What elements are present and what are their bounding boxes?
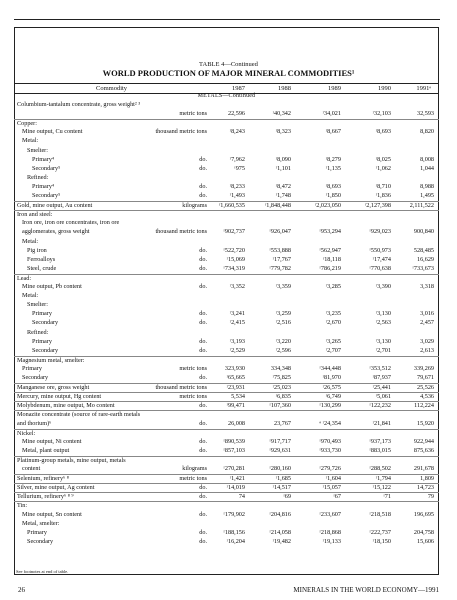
cell-1989: ʳ3,265 [325, 337, 341, 345]
row-label: Tellurium, refinery⁶ ⁸ ⁹ [17, 493, 74, 501]
running-title: MINERALS IN THE WORLD ECONOMY—1991 [293, 586, 439, 594]
row-label: Mine output, Pb content [22, 283, 82, 290]
cell-1990: ʳ5,061 [375, 393, 391, 401]
row-label: Primary [32, 337, 52, 345]
table-row [14, 119, 439, 128]
row-unit: do. [199, 310, 207, 318]
row-unit: do. [199, 346, 207, 354]
cell-1988: ʳ917,717 [269, 437, 291, 445]
cell-1991: 8,820 [420, 128, 434, 136]
cell-1988: ʳ214,058 [269, 528, 291, 536]
cell-1990: ʳ17,474 [372, 255, 391, 263]
cell-1990: ʳ18,150 [372, 537, 391, 545]
cell-1987: 5,534 [231, 393, 245, 401]
row-unit: do. [199, 419, 207, 427]
row-unit: do. [199, 537, 207, 545]
row-unit: do. [199, 182, 207, 190]
cell-1988: ʳ1,748 [275, 192, 291, 199]
row-unit: do. [199, 374, 207, 381]
cell-1990: ʳ87,937 [372, 374, 391, 381]
cell-1991: 16,629 [416, 255, 434, 263]
row-label: Gold, mine output, Au content [17, 202, 93, 210]
cell-1991: 14,723 [416, 484, 434, 492]
row-unit: do. [199, 192, 207, 199]
row-unit: metric tons [179, 393, 207, 401]
cell-1987: ʳ99,471 [226, 402, 245, 410]
cell-1990: ʳ222,737 [369, 528, 391, 536]
table-row [14, 383, 439, 392]
cell-1989: ᵉ ʳ24,354 [319, 419, 341, 427]
cell-1989: ʳ81,970 [322, 374, 341, 381]
cell-1988: 23,767 [273, 419, 291, 427]
cell-1989: ʳ1,850 [325, 192, 341, 199]
cell-1987: ʳ270,281 [223, 465, 245, 472]
cell-1990: ʳ937,173 [369, 437, 391, 445]
row-label: Primary⁴ [32, 182, 55, 190]
cell-1988: ʳ107,360 [269, 402, 291, 410]
row-label: Monazite concentrate (source of rare-earth metals [17, 411, 141, 419]
cell-1989: ʳ562,947 [319, 246, 341, 254]
cell-1987: 323,930 [224, 364, 245, 372]
table-row [14, 401, 439, 410]
cell-1991: 3,318 [420, 283, 434, 290]
cell-1988: ʳ8,323 [275, 128, 291, 136]
cell-1988: ʳ926,047 [269, 228, 291, 236]
cell-1987: ʳ3,241 [229, 310, 245, 318]
cell-1987: ʳ16,204 [226, 537, 245, 545]
cell-1989: ʳ953,294 [319, 228, 341, 236]
cell-1991: 528,485 [413, 246, 434, 254]
row-label: Nickel: [17, 429, 36, 437]
row-unit: metric tons [179, 110, 207, 118]
cell-1989: ʳ2,023,050 [314, 202, 341, 210]
cell-1988: ʳ2,596 [275, 346, 291, 354]
row-unit: thousand metric tons [155, 128, 207, 136]
cell-1988: ʳ929,631 [269, 446, 291, 454]
row-label: Copper: [17, 120, 37, 128]
cell-1990: ʳ21,841 [372, 419, 391, 427]
cell-1991: 25,526 [416, 384, 434, 392]
cell-1990: ʳ8,025 [375, 155, 391, 163]
cell-1990: ʳ8,710 [375, 182, 391, 190]
row-unit: do. [199, 283, 207, 290]
cell-1991: 291,678 [413, 465, 434, 472]
cell-1990: ʳ1,836 [375, 192, 391, 199]
cell-1991: ʳ733,673 [412, 264, 434, 272]
row-label: Metal: [22, 292, 39, 300]
cell-1990: ʳ883,015 [369, 446, 391, 454]
cell-1991: 15,920 [416, 419, 434, 427]
cell-1988: ʳ25,023 [272, 384, 291, 392]
cell-1991: 3,029 [420, 337, 434, 345]
cell-1987: ʳ2,529 [229, 346, 245, 354]
cell-1987: ʳ1,421 [229, 475, 245, 483]
table-number: TABLE 4—Continued [199, 61, 258, 68]
cell-1991: 2,111,522 [409, 202, 434, 210]
row-label: Ferroalloys [27, 255, 56, 263]
row-label: Metal: [22, 137, 39, 145]
cell-1991: 922,944 [413, 437, 434, 445]
row-label: Primary [32, 310, 52, 318]
row-label: Primary [22, 364, 42, 372]
cell-1990: ʳ32,103 [372, 110, 391, 118]
cell-1987: ʳ2,415 [229, 319, 245, 327]
cell-1988: ʳ8,472 [275, 182, 291, 190]
header-1988: 1988 [278, 85, 291, 92]
cell-1990: ʳ8,693 [375, 128, 391, 136]
cell-1991: 1,495 [420, 192, 434, 199]
cell-1989: ʳ8,693 [325, 182, 341, 190]
cell-1989: ʳ3,285 [325, 283, 341, 290]
table-row [14, 210, 439, 219]
top-rule [14, 19, 440, 20]
cell-1991: 900,840 [413, 228, 434, 236]
cell-1987: ʳ7,962 [229, 155, 245, 163]
row-label: Magnesium metal, smelter: [17, 356, 85, 364]
cell-1989: ʳ218,868 [319, 528, 341, 536]
cell-1989: ʳ6,749 [325, 393, 341, 401]
cell-1988: ʳ1,685 [275, 475, 291, 483]
header-commodity: Commodity [96, 85, 128, 92]
table-row [14, 492, 439, 501]
section-label: METALS—Continued [197, 93, 256, 99]
row-unit: do. [199, 493, 207, 501]
cell-1988: ʳ8,090 [275, 155, 291, 163]
cell-1990: ʳ25,441 [372, 384, 391, 392]
cell-1990: ʳ2,563 [375, 319, 391, 327]
row-label: Primary [27, 528, 47, 536]
row-label: Secondary⁵ [32, 192, 61, 199]
row-label: Lead: [17, 274, 32, 282]
row-label: Refined: [27, 328, 49, 336]
cell-1990: ʳ353,512 [369, 364, 391, 372]
table-row [14, 456, 439, 464]
row-label: Manganese ore, gross weight [17, 384, 90, 392]
table-row [14, 474, 439, 483]
cell-1987: ʳ1,660,535 [218, 202, 245, 210]
cell-1987: ʳ179,902 [223, 510, 245, 518]
cell-1987: ʳ8,233 [229, 182, 245, 190]
table-row [14, 274, 439, 282]
cell-1988: ʳ3,220 [275, 337, 291, 345]
cell-1989: ʳ1,135 [325, 164, 341, 172]
cell-1988: ʳ75,825 [272, 374, 291, 381]
row-label: Silver, mine output, Ag content [17, 484, 95, 492]
cell-1991: 1,809 [420, 475, 434, 483]
cell-1988: ʳ204,816 [269, 510, 291, 518]
row-unit: do. [199, 402, 207, 410]
table-row [14, 483, 439, 492]
row-label: Iron and steel: [17, 211, 53, 219]
cell-1988: ʳ280,160 [269, 465, 291, 472]
cell-1988: 334,348 [270, 364, 291, 372]
cell-1990: ʳ1,062 [375, 164, 391, 172]
cell-1991: 79 [427, 493, 434, 501]
row-label: Smelter: [27, 146, 48, 154]
row-unit: do. [199, 446, 207, 454]
cell-1991: 8,988 [420, 182, 434, 190]
cell-1990: ʳ15,122 [372, 484, 391, 492]
row-label: Pig iron [27, 246, 47, 254]
cell-1990: ʳ1,794 [375, 475, 391, 483]
row-label: Metal: [22, 237, 39, 245]
cell-1989: ʳ970,493 [319, 437, 341, 445]
cell-1988: ʳ69 [283, 493, 291, 501]
cell-1987: ʳ734,319 [223, 264, 245, 272]
row-label: Secondary [32, 346, 59, 354]
cell-1988: ʳ1,101 [275, 164, 291, 172]
cell-1987: ʳ890,539 [223, 437, 245, 445]
cell-1989: ʳ19,133 [322, 537, 341, 545]
row-label: Iron ore, iron ore concentrates, iron ore [22, 219, 120, 227]
row-unit: metric tons [179, 364, 207, 372]
row-unit: metric tons [179, 475, 207, 483]
cell-1989: ʳ130,299 [319, 402, 341, 410]
row-label: Columbium-tantalum concentrate, gross weight² ³ [17, 101, 141, 108]
cell-1989: ʳ8,279 [325, 155, 341, 163]
cell-1989: ʳ15,057 [322, 484, 341, 492]
cell-1989: ʳ233,607 [319, 510, 341, 518]
cell-1990: ʳ3,130 [375, 337, 391, 345]
cell-1989: ʳ26,575 [322, 384, 341, 392]
cell-1988: ʳ40,342 [272, 110, 291, 118]
cell-1989: ʳ8,667 [325, 128, 341, 136]
row-unit: do. [199, 528, 207, 536]
cell-1988: ʳ3,259 [275, 310, 291, 318]
cell-1991: 112,224 [414, 402, 434, 410]
row-unit: do. [199, 437, 207, 445]
cell-1987: ʳ857,103 [223, 446, 245, 454]
cell-1991: 196,695 [413, 510, 434, 518]
table-row [14, 356, 439, 364]
cell-1987: 26,008 [227, 419, 245, 427]
page-number: 26 [18, 586, 25, 594]
row-unit: kilograms [182, 202, 207, 210]
cell-1988: ʳ14,517 [272, 484, 291, 492]
cell-1988: ʳ2,516 [275, 319, 291, 327]
table-row [14, 392, 439, 401]
cell-1987: 74 [238, 493, 245, 501]
cell-1988: ʳ553,888 [269, 246, 291, 254]
row-unit: do. [199, 337, 207, 345]
cell-1989: ʳ279,726 [319, 465, 341, 472]
table-row [14, 410, 439, 419]
cell-1990: ʳ3,130 [375, 310, 391, 318]
cell-1987: ʳ23,931 [226, 384, 245, 392]
cell-1988: ʳ19,482 [272, 537, 291, 545]
row-unit: do. [199, 319, 207, 327]
cell-1989: ʳ933,730 [319, 446, 341, 454]
cell-1987: ʳ15,069 [226, 255, 245, 263]
cell-1989: ʳ1,604 [325, 475, 341, 483]
cell-1990: ʳ71 [383, 493, 391, 501]
cell-1990: ʳ288,502 [369, 465, 391, 472]
cell-1989: ʳ2,670 [325, 319, 341, 327]
cell-1987: ʳ3,193 [229, 337, 245, 345]
header-1989: 1989 [328, 85, 341, 92]
row-label: Secondary⁵ [32, 164, 61, 172]
row-label: Secondary [27, 537, 54, 545]
cell-1991: 15,606 [416, 537, 434, 545]
row-label: Steel, crude [27, 264, 57, 272]
cell-1990: ʳ2,701 [375, 346, 391, 354]
cell-1989: ʳ786,219 [319, 264, 341, 272]
row-label: Molybdenum, mine output, Mo content [17, 402, 115, 410]
cell-1991: 4,536 [420, 393, 434, 401]
row-label: Metal, smelter: [22, 519, 60, 527]
header-1990: 1990 [378, 85, 391, 92]
cell-1990: ʳ770,638 [369, 264, 391, 272]
row-label: and thorium)⁶ [17, 419, 52, 427]
cell-1991: 204,758 [413, 528, 434, 536]
cell-1991: 875,636 [413, 446, 434, 454]
cell-1987: 22,596 [227, 110, 245, 118]
cell-1989: ʳ67 [333, 493, 341, 501]
row-unit: do. [199, 155, 207, 163]
cell-1989: ʳ3,235 [325, 310, 341, 318]
cell-1987: ʳ188,156 [223, 528, 245, 536]
cell-1987: ʳ1,493 [229, 192, 245, 199]
cell-1991: 3,016 [420, 310, 434, 318]
cell-1987: ʳ3,352 [229, 283, 245, 290]
table-row [14, 501, 439, 510]
cell-1988: ʳ6,835 [275, 393, 291, 401]
cell-1987: ʳ975 [234, 164, 245, 172]
cell-1990: ʳ550,973 [369, 246, 391, 254]
row-unit: do. [199, 510, 207, 518]
row-label: Refined: [27, 173, 49, 181]
row-label: Metal, plant output [22, 446, 70, 454]
header-1987: 1987 [232, 85, 245, 92]
row-label: Tin: [17, 502, 28, 510]
cell-1991: 79,671 [416, 374, 434, 381]
table-row [14, 201, 439, 210]
cell-1987: ʳ902,737 [223, 228, 245, 236]
header-1991: 1991ᵉ [416, 85, 431, 92]
row-label: Secondary [22, 374, 49, 381]
cell-1990: ʳ218,518 [369, 510, 391, 518]
row-label: Mine output, Cu content [22, 128, 83, 136]
row-unit: thousand metric tons [155, 228, 207, 236]
cell-1990: ʳ3,390 [375, 283, 391, 290]
cell-1989: ʳ344,448 [319, 364, 341, 372]
cell-1991: 2,457 [420, 319, 434, 327]
cell-1990: ʳ2,127,398 [364, 202, 391, 210]
cell-1989: ʳ34,021 [322, 110, 341, 118]
table-title: WORLD PRODUCTION OF MAJOR MINERAL COMMODITIES¹ [102, 68, 355, 78]
row-label: Mercury, mine output, Hg content [17, 393, 102, 401]
row-label: Selenium, refinery⁶ ⁸ [17, 475, 69, 483]
cell-1987: ʳ14,019 [226, 484, 245, 492]
row-label: content [22, 465, 41, 472]
cell-1988: ʳ17,767 [272, 255, 291, 263]
row-unit: do. [199, 246, 207, 254]
cell-1990: ʳ929,023 [369, 228, 391, 236]
cell-1987: ʳ8,243 [229, 128, 245, 136]
row-label: Smelter: [27, 301, 48, 309]
row-unit: do. [199, 484, 207, 492]
row-label: Mine output, Ni content [22, 437, 82, 445]
cell-1987: ʳ522,720 [223, 246, 245, 254]
row-label: Primary⁴ [32, 155, 55, 163]
footnote: See footnotes at end of table. [16, 569, 69, 574]
row-unit: kilograms [182, 465, 207, 472]
cell-1991: 1,044 [420, 164, 434, 172]
row-unit: thousand metric tons [155, 384, 207, 392]
cell-1989: ʳ2,707 [325, 346, 341, 354]
cell-1988: ʳ1,848,448 [264, 202, 291, 210]
cell-1990: ʳ122,232 [369, 402, 391, 410]
cell-1987: ʳ65,665 [226, 374, 245, 381]
cell-1991: 2,613 [420, 346, 434, 354]
row-label: Mine output, Sn content [22, 510, 82, 518]
row-unit: do. [199, 255, 207, 263]
cell-1988: ʳ779,782 [269, 264, 291, 272]
row-label: Secondary [32, 319, 59, 327]
row-label: agglomerates, gross weight [22, 228, 90, 236]
cell-1991: 8,008 [420, 155, 434, 163]
cell-1991: 339,269 [413, 364, 434, 372]
cell-1991: 32,593 [416, 110, 434, 118]
table-row [14, 429, 439, 437]
row-unit: do. [199, 264, 207, 272]
row-label: Platinum-group metals, mine output, metals [17, 456, 126, 464]
cell-1989: ʳ18,118 [322, 255, 341, 263]
cell-1988: ʳ3,359 [275, 283, 291, 290]
row-unit: do. [199, 164, 207, 172]
